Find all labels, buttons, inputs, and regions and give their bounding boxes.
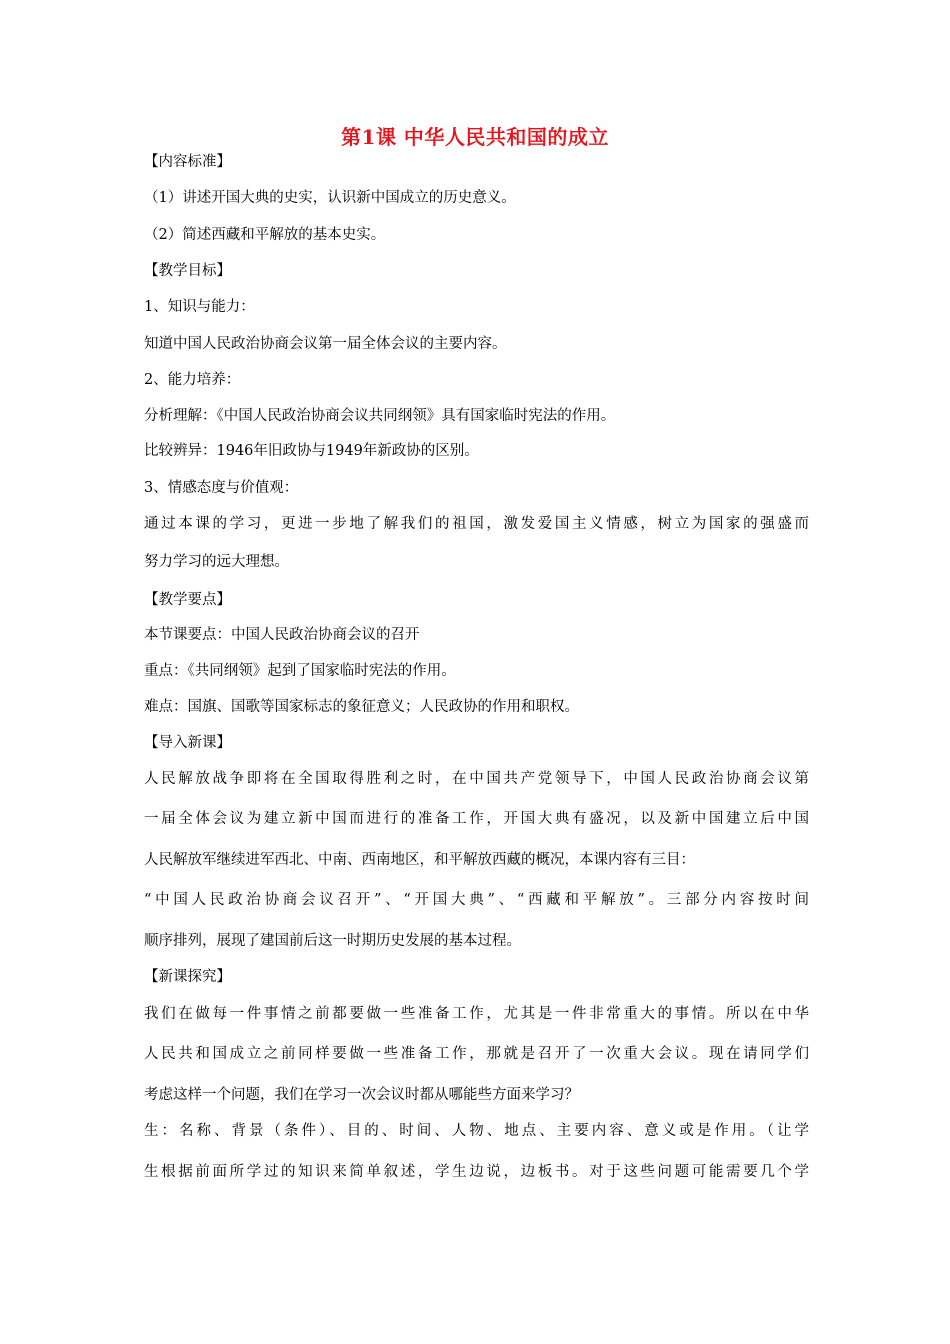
body-line: 分析理解：《中国人民政治协商会议共同纲领》具有国家临时宪法的作用。	[144, 408, 616, 424]
section-heading-introduction: 【导入新课】	[144, 735, 231, 751]
body-line: 重点：《共同纲领》起到了国家临时宪法的作用。	[144, 663, 456, 679]
body-line: 人民共和国成立之前同样要做一些准备工作，那就是召开了一次重大会议。现在请同学们	[144, 1046, 809, 1062]
page-title: 第1课 中华人民共和国的成立	[341, 125, 609, 149]
body-line: 难点：国旗、国歌等国家标志的象征意义；人民政协的作用和职权。	[144, 699, 579, 715]
body-line: 生根据前面所学过的知识来简单叙述，学生边说，边板书。对于这些问题可能需要几个学	[144, 1164, 809, 1180]
body-line: 3、情感态度与价值观：	[144, 480, 299, 496]
body-line: 努力学习的远大理想。	[144, 554, 289, 570]
body-line: 顺序排列，展现了建国前后这一时期历史发展的基本过程。	[144, 933, 521, 949]
section-heading-new-lesson: 【新课探究】	[144, 969, 231, 985]
body-line: （1）讲述开国大典的史实，认识新中国成立的历史意义。	[144, 190, 516, 206]
body-line: 我们在做每一件事情之前都要做一些准备工作，尤其是一件非常重大的事情。所以在中华	[144, 1006, 809, 1022]
section-heading-teaching-goals: 【教学目标】	[144, 263, 231, 279]
section-heading-teaching-points: 【教学要点】	[144, 592, 231, 608]
body-line: 本节课要点：中国人民政治协商会议的召开	[144, 627, 420, 643]
body-line: 比较辨异：1946年旧政协与1949年新政协的区别。	[144, 443, 479, 459]
body-line: 人民解放军继续进军西北、中南、西南地区，和平解放西藏的概况，本课内容有三目：	[144, 852, 695, 868]
body-line: 知道中国人民政治协商会议第一届全体会议的主要内容。	[144, 336, 507, 352]
body-line: 通过本课的学习，更进一步地了解我们的祖国，激发爱国主义情感，树立为国家的强盛而	[144, 516, 809, 532]
body-line: 人民解放战争即将在全国取得胜利之时，在中国共产党领导下，中国人民政治协商会议第	[144, 771, 809, 787]
body-line: 生：名称、背景（条件）、目的、时间、人物、地点、主要内容、意义或是作用。（让学	[144, 1123, 809, 1139]
body-line: （2）简述西藏和平解放的基本史实。	[144, 227, 386, 243]
body-line: 考虑这样一个问题，我们在学习一次会议时都从哪能些方面来学习？	[144, 1087, 579, 1103]
body-line: 2、能力培养：	[144, 372, 241, 388]
body-line: “中国人民政治协商会议召开”、“开国大典”、“西藏和平解放”。三部分内容按时间	[144, 892, 809, 908]
section-heading-content-standard: 【内容标准】	[144, 154, 231, 170]
body-line: 一届全体会议为建立新中国而进行的准备工作，开国大典有盛况，以及新中国建立后中国	[144, 811, 809, 827]
body-line: 1、知识与能力：	[144, 299, 255, 315]
